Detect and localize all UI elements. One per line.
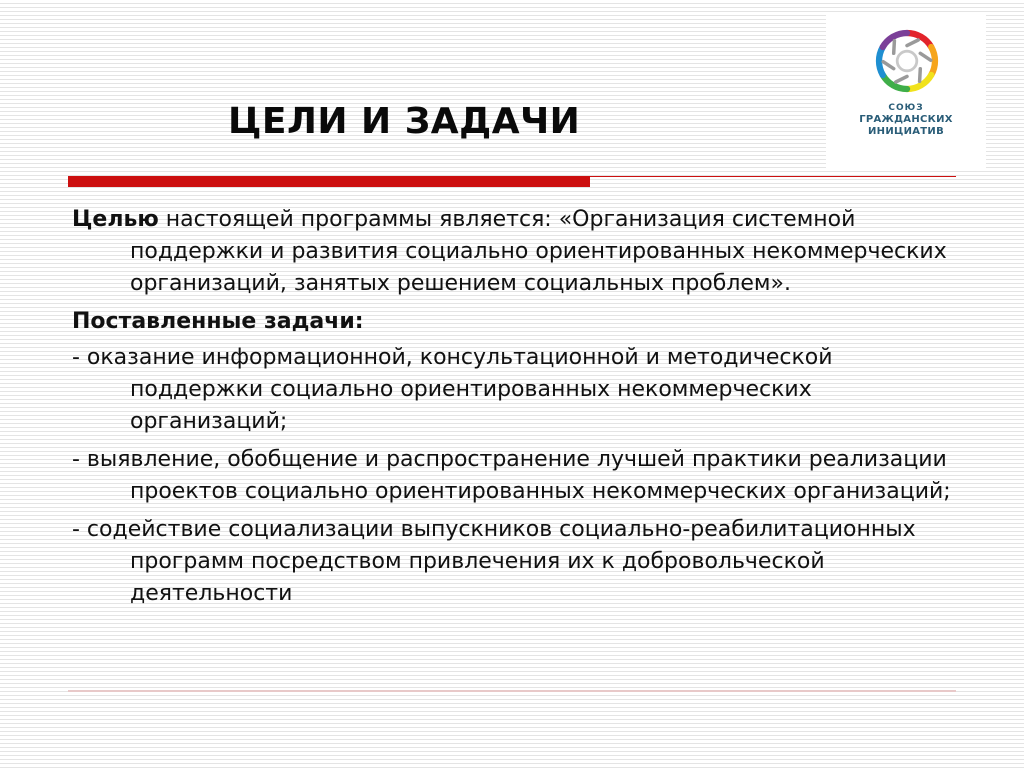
logo-text: [826, 102, 986, 138]
bottom-divider: [68, 690, 956, 692]
goal-text: настоящей программы является: «Организация системной поддержки и развития социально ориентированных некоммерческих организаций, занятых решением социальных проблем».: [130, 207, 947, 296]
task-item-1: - оказание информационной, консультационной и методической поддержки социально ориентированных некоммерческих организаций;: [72, 345, 833, 434]
tasks-heading: Поставленные задачи:: [72, 309, 364, 334]
goal-lead: Целью: [72, 207, 159, 232]
organization-logo: [826, 12, 986, 170]
logo-text-line-3: ИНИЦИАТИВ: [867, 126, 944, 137]
logo-text-line-1: СОЮЗ: [888, 103, 924, 113]
task-item-3: - содействие социализации выпускников социально-реабилитационных программ посредством привлечения их к добровольческой деятельности: [72, 517, 916, 606]
pinwheel-logo-icon: [872, 26, 942, 96]
slide-title: ЦЕЛИ И ЗАДАЧИ: [228, 101, 581, 142]
logo-text-line-2: ГРАЖДАНСКИХ: [859, 114, 953, 125]
goal-paragraph: [72, 204, 952, 300]
slide-body: [72, 204, 952, 616]
task-item-2: - выявление, обобщение и распространение лучшей практики реализации проектов социально ориентированных некоммерческих организаций;: [72, 447, 951, 504]
title-underline-thin: [590, 176, 956, 177]
title-underline-thick: [68, 176, 590, 187]
